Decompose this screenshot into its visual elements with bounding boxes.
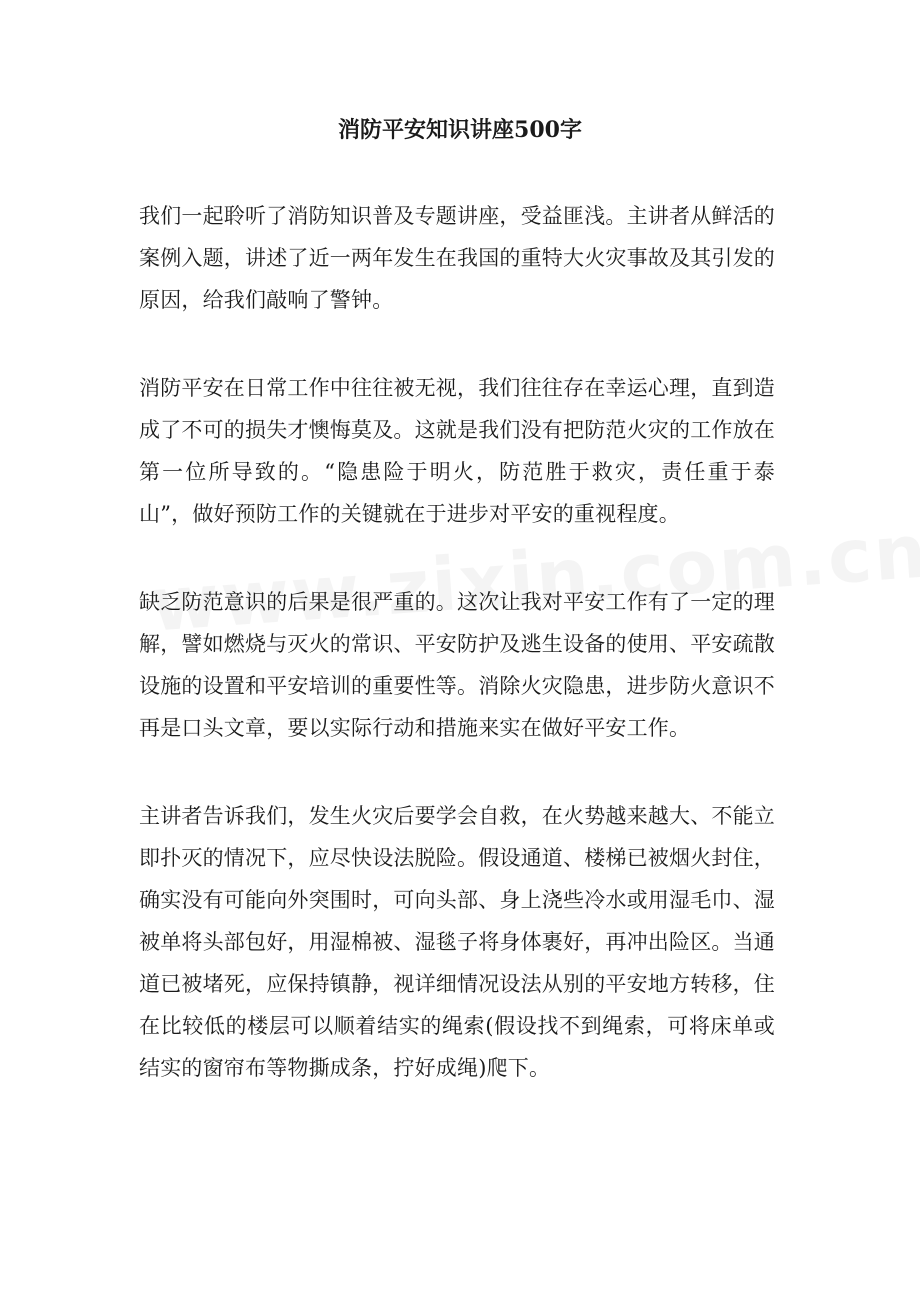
paragraph-2: 消防平安在日常工作中往往被无视，我们往往存在幸运心理，直到造成了不可的损失才懊悔莫及。这就是我们没有把防范火灾的工作放在第一位所导致的。“隐患险于明火，防范胜于救灾，责任重于泰山”，做好预防工作的关键就在于进步对平安的重视程度。 — [139, 376, 775, 526]
document-title: 消防平安知识讲座500字 — [338, 117, 582, 143]
paragraph-1: 我们一起聆听了消防知识普及专题讲座，受益匪浅。主讲者从鲜活的案例入题，讲述了近一两年发生在我国的重特大火灾事故及其引发的原因，给我们敲响了警钟。 — [139, 204, 775, 312]
document-body — [139, 195, 775, 1135]
paragraph-4: 主讲者告诉我们，发生火灾后要学会自救，在火势越来越大、不能立即扑灭的情况下，应尽快设法脱险。假设通道、楼梯已被烟火封住，确实没有可能向外突围时，可向头部、身上浇些冷水或用湿毛巾、湿被单将头部包好，用湿棉被、湿毯子将身体裹好，再冲出险区。当通道已被堵死，应保持镇静，视详细情况设法从别的平安地方转移，住在比较低的楼层可以顺着结实的绳索(假设找不到绳索，可将床单或结实的窗帘布等物撕成条，拧好成绳)爬下。 — [139, 804, 775, 1080]
paragraph-3: 缺乏防范意识的后果是很严重的。这次让我对平安工作有了一定的理解，譬如燃烧与灭火的常识、平安防护及逃生设备的使用、平安疏散设施的设置和平安培训的重要性等。消除火灾隐患，进步防火意识不再是口头文章，要以实际行动和措施来实在做好平安工作。 — [139, 590, 775, 740]
